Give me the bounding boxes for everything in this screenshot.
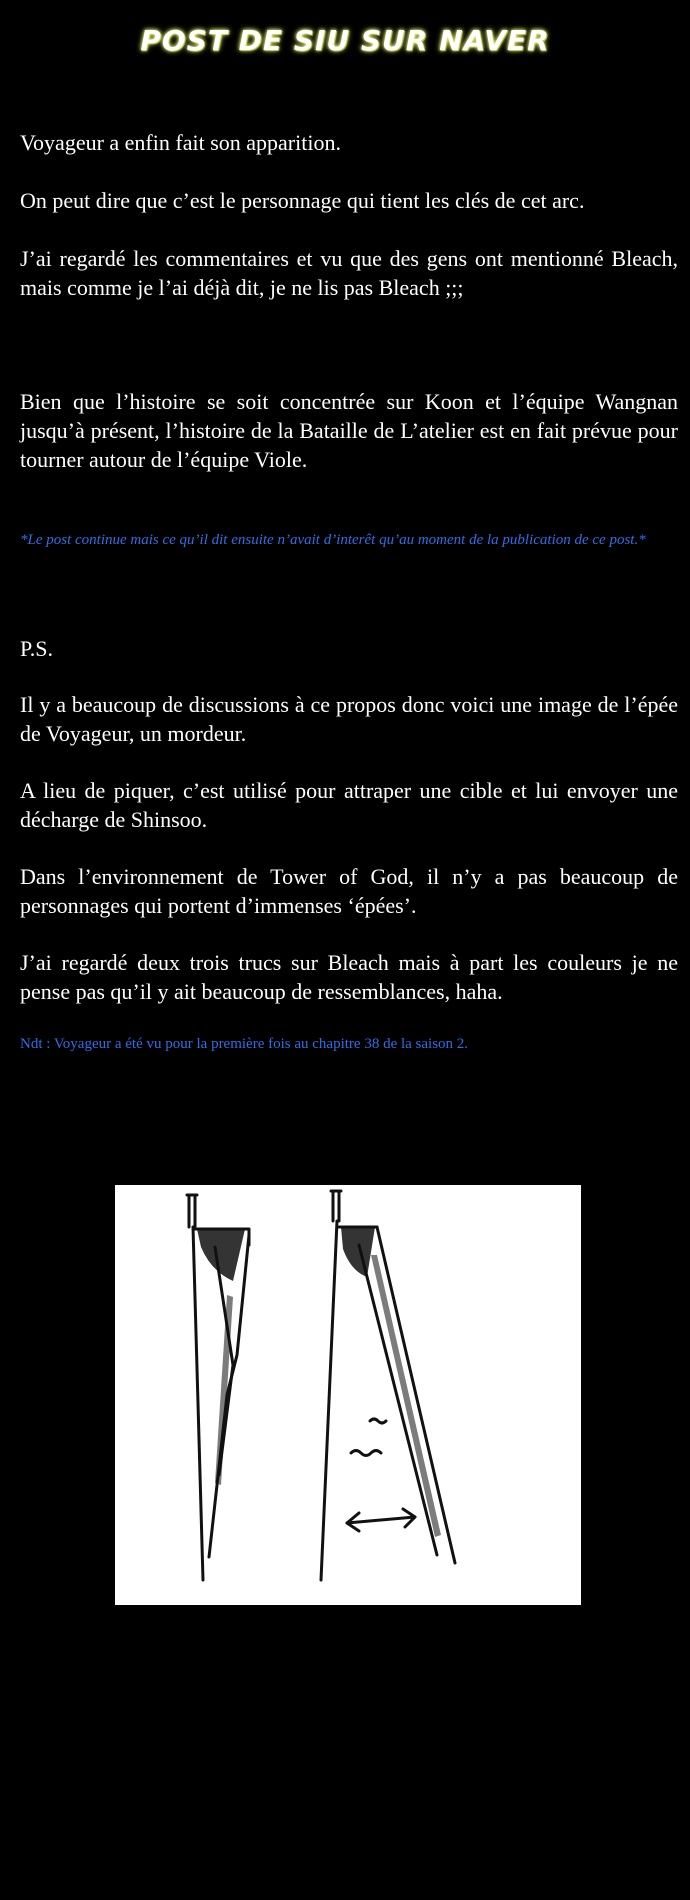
- right-sword-hilt: [331, 1191, 341, 1221]
- post-paragraph-5: Il y a beaucoup de discussions à ce propos donc voici une image de l’épée de Voyageur, un mordeur.: [20, 692, 678, 746]
- left-sword-hilt: [187, 1195, 197, 1227]
- right-sword-jaw-inner: [359, 1245, 437, 1555]
- translator-note-chapter: Ndt : Voyageur a été vu pour la première fois au chapitre 38 de la saison 2.: [20, 1036, 469, 1052]
- post-paragraph-1: Voyageur a enfin fait son apparition.: [20, 130, 341, 155]
- post-ps-label: P.S.: [20, 636, 54, 661]
- opening-arrow-line: [347, 1517, 415, 1523]
- post-paragraph-3: J’ai regardé les commentaires et vu que des gens ont mentionné Bleach, mais comme je l’ai déjà dit, je ne lis pas Bleach ;;;: [20, 246, 678, 300]
- post-paragraph-6: A lieu de piquer, c’est utilisé pour attraper une cible et lui envoyer une décharge de Shinsoo.: [20, 778, 678, 832]
- right-sword-open-jaw: [377, 1227, 455, 1563]
- translator-note-continuation: *Le post continue mais ce qu’il dit ensuite n’avait d’interêt qu’au moment de la publication de ce post.*: [20, 532, 646, 548]
- right-sword-squiggle-1: [370, 1419, 386, 1423]
- post-paragraph-2: On peut dire que c’est le personnage qui tient les clés de cet arc.: [20, 188, 585, 213]
- page-title: POST DE SIU SUR NAVER: [140, 24, 550, 57]
- sword-sketch-drawing: [115, 1185, 581, 1605]
- post-paragraph-7: Dans l’environnement de Tower of God, il n’y a pas beaucoup de personnages qui portent d’immenses ‘épées’.: [20, 864, 678, 918]
- right-sword-spine: [321, 1221, 337, 1580]
- post-paragraph-4: Bien que l’histoire se soit concentrée sur Koon et l’équipe Wangnan jusqu’à présent, l’histoire de la Bataille de L’atelier est en fait prévue pour tourner autour de l’équipe Viole.: [20, 389, 678, 472]
- right-sword-squiggle-2: [351, 1451, 381, 1456]
- post-paragraph-8: J’ai regardé deux trois trucs sur Bleach mais à part les couleurs je ne pense pas qu’il y ait beaucoup de ressemblances, haha.: [20, 950, 678, 1004]
- sword-sketch-image: [115, 1185, 581, 1605]
- left-sword-spine: [193, 1227, 203, 1580]
- right-sword-shading: [341, 1227, 375, 1277]
- left-sword-shading: [197, 1229, 245, 1281]
